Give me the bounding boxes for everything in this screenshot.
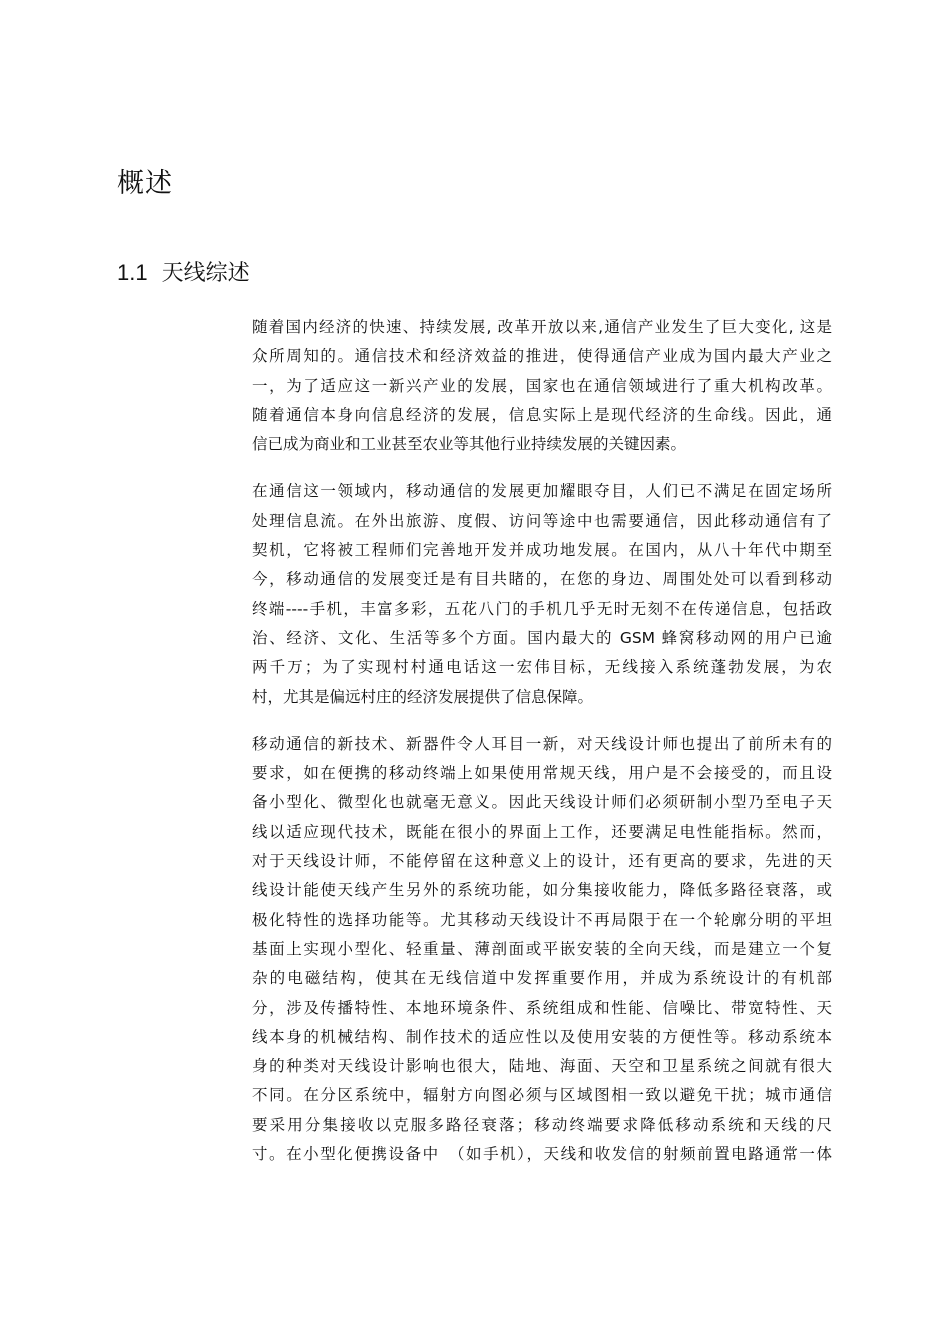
paragraph-line: 寸。在小型化便携设备中 （如手机），天线和收发信的射频前置电路通常一体 [252,1145,832,1164]
body-text [252,313,832,1187]
paragraph-line: 线本身的机械结构、制作技术的适应性以及使用安装的方便性等。移动系统本 [252,1027,832,1046]
paragraph-line: 两千万；为了实现村村通电话这一宏伟目标，无线接入系统蓬勃发展，为农 [252,658,832,677]
paragraph-line: 信已成为商业和工业甚至农业等其他行业持续发展的关键因素。 [252,435,687,454]
paragraph-line: 村，尤其是偏远村庄的经济发展提供了信息保障。 [252,687,594,706]
paragraph-line: 要采用分集接收以克服多路径衰落；移动终端要求降低移动系统和天线的尺 [252,1115,832,1134]
paragraph-line: 终端----手机，丰富多彩，五花八门的手机几乎无时无刻不在传递信息，包括政 [252,599,832,618]
paragraph-line: 身的种类对天线设计影响也很大，陆地、海面、天空和卫星系统之间就有很大 [252,1057,832,1076]
paragraph-line: 极化特性的选择功能等。尤其移动天线设计不再局限于在一个轮廓分明的平坦 [252,910,832,929]
paragraph-line: 随着国内经济的快速、持续发展, 改革开放以来,通信产业发生了巨大变化, 这是 [252,318,832,336]
paragraph-line: 众所周知的。通信技术和经济效益的推进，使得通信产业成为国内最大产业之 [252,347,832,366]
chapter-title: 概述 [117,168,173,199]
paragraph-line: 杂的电磁结构，使其在无线信道中发挥重要作用，并成为系统设计的有机部 [252,969,832,988]
paragraph-line: 契机，它将被工程师们完善地开发并成功地发展。在国内，从八十年代中期至 [252,541,832,560]
paragraph-line: 移动通信的新技术、新器件令人耳目一新，对天线设计师也提出了前所未有的 [252,734,832,753]
paragraph-line: 一，为了适应这一新兴产业的发展，国家也在通信领域进行了重大机构改革。 [252,376,832,395]
paragraph-line: 不同。在分区系统中，辐射方向图必须与区域图相一致以避免干扰；城市通信 [252,1086,832,1105]
paragraph-line: 要求，如在便携的移动终端上如果使用常规天线，用户是不会接受的，而且设 [252,764,832,783]
paragraph-line: 备小型化、微型化也就毫无意义。因此天线设计师们必须研制小型乃至电子天 [252,793,832,812]
paragraph-line: 线设计能使天线产生另外的系统功能，如分集接收能力，降低多路径衰落，或 [252,881,832,900]
paragraph-line: 随着通信本身向信息经济的发展，信息实际上是现代经济的生命线。因此，通 [252,405,832,424]
section-heading [117,255,250,292]
paragraph-line: 分，涉及传播特性、本地环境条件、系统组成和性能、信噪比、带宽特性、天 [252,998,832,1017]
paragraph-line: 处理信息流。在外出旅游、度假、访问等途中也需要通信，因此移动通信有了 [252,511,832,530]
section-title: 天线综述 [161,261,250,286]
paragraph-2 [252,477,832,711]
paragraph-line: 治、经济、文化、生活等多个方面。国内最大的 GSM 蜂窝移动网的用户已逾 [252,628,832,647]
paragraph-line: 基面上实现小型化、轻重量、薄剖面或平嵌安装的全向天线，而是建立一个复 [252,939,832,958]
paragraph-line: 线以适应现代技术，既能在很小的界面上工作，还要满足电性能指标。然而， [252,822,832,841]
paragraph-line: 在通信这一领域内，移动通信的发展更加耀眼夺目，人们已不满足在固定场所 [252,482,832,501]
paragraph-1 [252,313,832,459]
paragraph-line: 今，移动通信的发展变迁是有目共睹的，在您的身边、周围处处可以看到移动 [252,570,832,589]
paragraph-3 [252,730,832,1169]
paragraph-line: 对于天线设计师，不能停留在这种意义上的设计，还有更高的要求，先进的天 [252,852,832,871]
section-number: 1.1 [117,260,148,285]
